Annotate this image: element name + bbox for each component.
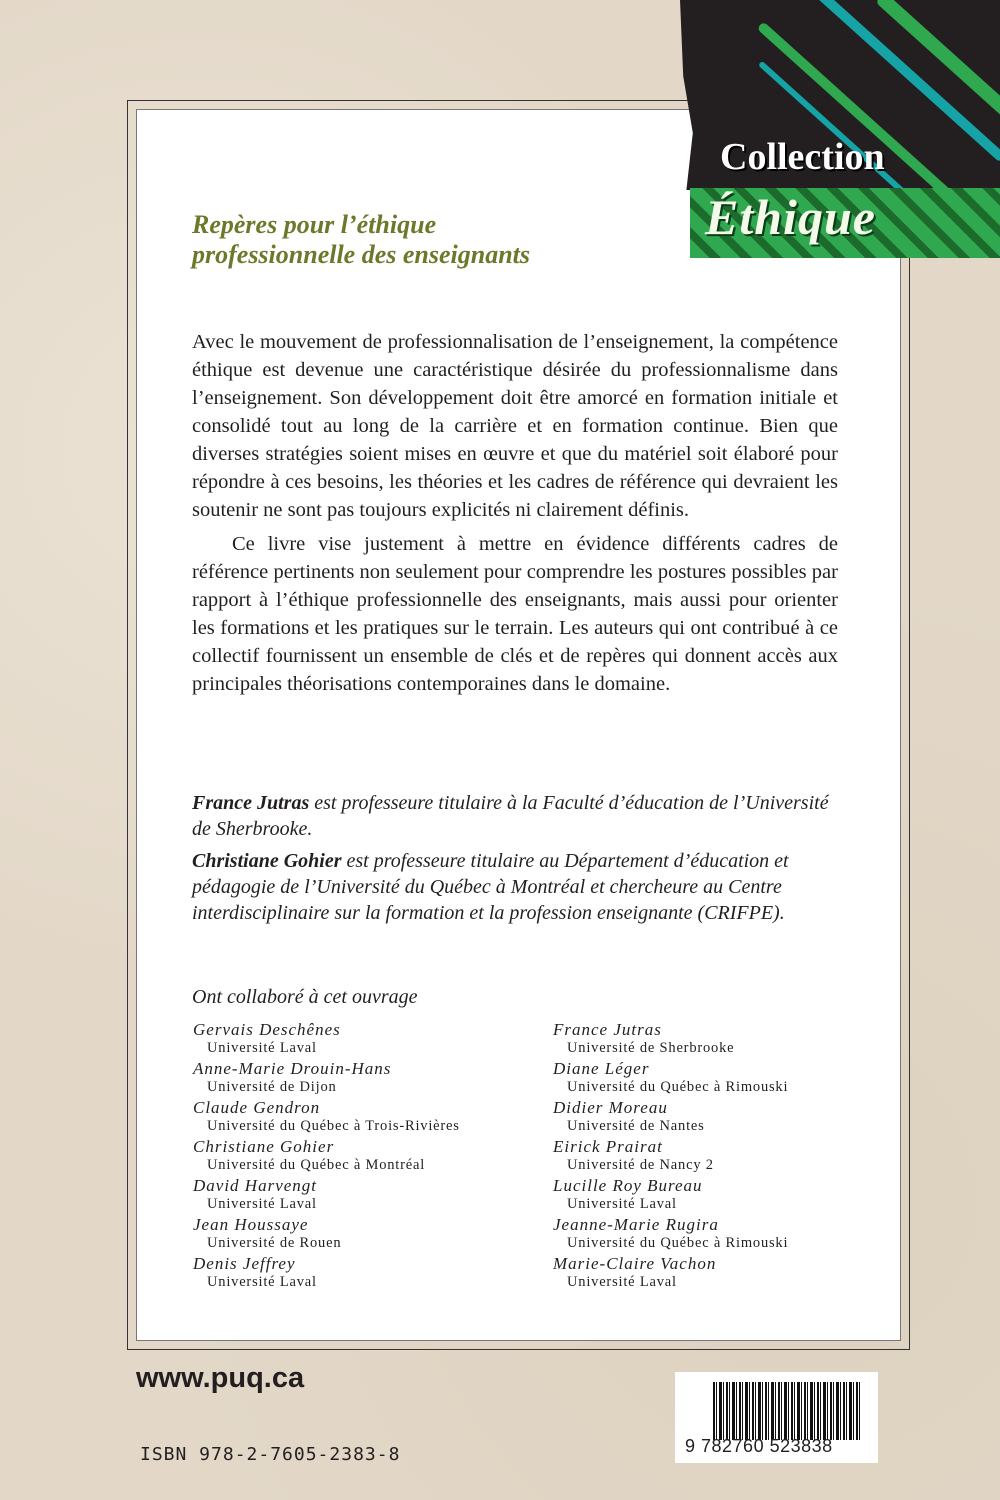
contributors-left (193, 1020, 533, 1293)
contributor-affiliation: Université du Québec à Montréal (207, 1157, 426, 1173)
contributor-affiliation: Université Laval (207, 1274, 317, 1290)
description-paragraph: Ce livre vise justement à mettre en évidence différents cadres de référence pertinents non seulement pour comprendre les postures possibles par rapport à l’éthique professionnelle des enseignants, mais aussi pour orienter les formations et les pratiques sur le terrain. Les auteurs qui ont contribué à ce collectif fournissent un ensemble de clés et de repères qui donnent accès aux principales théorisations contemporaines dans le domaine. (192, 533, 838, 695)
author-bio (192, 848, 838, 926)
author-bios (192, 790, 838, 932)
title-line: professionnelle des enseignants (192, 240, 531, 269)
description-paragraph: Avec le mouvement de professionnalisation de l’enseignement, la compétence éthique est devenue une caractéristique désirée du professionnalisme dans l’enseignement. Son développement doit être amorcé en formation initiale et consolidé tout au long de la carrière et en formation continue. Bien que diverses stratégies soient mises en œuvre et que du matériel soit élaboré pour répondre à ces besoins, les théories et les cadres de référence qui devraient les soutenir ne sont pas toujours explicités ni clairement définis. (192, 331, 838, 521)
contributor-affiliation: Université Laval (207, 1040, 317, 1056)
contributor-affiliation: Université de Nancy 2 (567, 1157, 714, 1173)
contributor-affiliation: Université Laval (567, 1274, 677, 1290)
contributor-name: Marie-Claire Vachon (553, 1254, 717, 1273)
contributor-name: Christiane Gohier (193, 1137, 335, 1156)
contributor-name: Anne-Marie Drouin-Hans (193, 1059, 392, 1078)
contributors-right (553, 1020, 893, 1293)
contributor-name: Diane Léger (553, 1059, 650, 1078)
contributor-affiliation: Université du Québec à Rimouski (567, 1079, 789, 1095)
contributor-affiliation: Université de Nantes (567, 1118, 705, 1134)
contributor-name: France Jutras (553, 1020, 662, 1039)
author-bio (192, 790, 838, 842)
contributor-name: David Harvengt (193, 1176, 318, 1195)
book-description (192, 328, 838, 698)
author-name: France Jutras (192, 792, 310, 814)
contributor-affiliation: Université Laval (207, 1196, 317, 1212)
contributor-affiliation: Université de Rouen (207, 1235, 342, 1251)
contributor-name: Gervais Deschênes (193, 1020, 341, 1039)
author-name: Christiane Gohier (192, 850, 342, 872)
collection-label: Collection (720, 136, 885, 178)
contributor-affiliation: Université du Québec à Rimouski (567, 1235, 789, 1251)
barcode (675, 1372, 878, 1463)
contributor-affiliation: Université de Sherbrooke (567, 1040, 735, 1056)
contributor-affiliation: Université du Québec à Trois-Rivières (207, 1118, 460, 1134)
author-bio-text: est professeure titulaire à la Faculté d’éducation de l’Université de Sherbrooke. (192, 792, 829, 840)
isbn: ISBN 978-2-7605-2383-8 (140, 1444, 401, 1465)
author-bio-text: est professeure titulaire au Département d’éducation et pédagogie de l’Université du Québec à Montréal et chercheure au Centre interdisciplinaire sur la formation et la profession enseignante (CRIFPE). (192, 850, 789, 924)
contributor-name: Claude Gendron (193, 1098, 321, 1117)
title-line: Repères pour l’éthique (192, 210, 437, 239)
contributor-affiliation: Université de Dijon (207, 1079, 337, 1095)
book-title (192, 210, 530, 270)
collection-logo (660, 0, 1000, 262)
collection-name: Éthique (705, 189, 876, 245)
contributors-heading: Ont collaboré à cet ouvrage (192, 986, 418, 1008)
barcode-number: 9 782760 523838 (685, 1436, 833, 1456)
contributor-name: Jean Houssaye (193, 1215, 309, 1234)
contributor-name: Denis Jeffrey (193, 1254, 296, 1273)
barcode-bars (713, 1382, 861, 1440)
contributor-name: Jeanne-Marie Rugira (553, 1215, 719, 1234)
contributor-name: Eirick Prairat (553, 1137, 663, 1156)
contributor-affiliation: Université Laval (567, 1196, 677, 1212)
publisher-url[interactable]: www.puq.ca (136, 1362, 305, 1394)
contributor-name: Lucille Roy Bureau (553, 1176, 703, 1195)
contributor-name: Didier Moreau (553, 1098, 668, 1117)
